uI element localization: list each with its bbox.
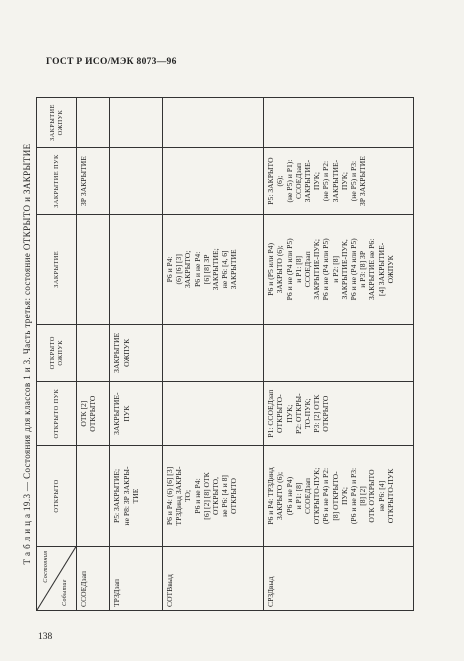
table-cell bbox=[110, 446, 163, 546]
cell-line: ОТК ОТКРЫТО bbox=[367, 469, 377, 523]
cell-line: Р6 и Р4: ТРЗДинд bbox=[266, 467, 276, 525]
table-cell bbox=[163, 446, 264, 546]
cell-line: (Р6 и не Р4) bbox=[284, 476, 294, 516]
cell-line: ОТК [2] bbox=[79, 400, 88, 427]
page-number: 138 bbox=[38, 632, 53, 642]
event-cell: ССОЕДзап bbox=[77, 546, 110, 610]
column-header: ЗАКРЫТИЕ ОЖПУК bbox=[37, 98, 77, 148]
cell-line: ПУК; bbox=[284, 404, 294, 423]
cell-line: (Р6 и не Р4) и Р2: bbox=[321, 467, 331, 525]
table-body bbox=[77, 98, 414, 611]
cell-line: ПУК bbox=[121, 405, 131, 422]
table-cell bbox=[77, 381, 110, 445]
table-container bbox=[36, 97, 414, 611]
cell-line: Р6 и не Р4: bbox=[192, 478, 202, 514]
column-header: ОТКРЫТО bbox=[37, 446, 77, 546]
cell-line: [4] ЗАКРЫТИЕ- bbox=[376, 242, 386, 296]
table-cell bbox=[77, 214, 110, 324]
cell-line: (6) [6] [3] bbox=[174, 254, 184, 285]
cell-line: не Р6: [4 и 8] bbox=[220, 475, 230, 517]
table-row bbox=[163, 98, 264, 611]
cell-line: ОТКРЫТО bbox=[88, 395, 98, 432]
corner-bottom-label: Событие bbox=[62, 579, 69, 606]
table-cell bbox=[110, 214, 163, 324]
cell-line: ОТКРЫТО bbox=[321, 395, 331, 432]
table-cell bbox=[110, 381, 163, 445]
cell-line: ОТКРЫТО-ПУК bbox=[385, 468, 395, 524]
cell-line: и Р1: [8] bbox=[293, 482, 303, 510]
header-title: ГОСТ Р ИСО/МЭК 8073—96 bbox=[46, 57, 177, 67]
table-cell bbox=[110, 324, 163, 381]
column-header: ОТКРЫТО ПУК bbox=[37, 381, 77, 445]
cell-line: Р6 и Р4: (6) [6] [3] bbox=[165, 466, 174, 526]
cell-line: Р6 и не (Р4 или Р5) bbox=[284, 238, 294, 301]
cell-line: ССОЕДзап bbox=[303, 478, 312, 514]
column-header: ЗАКРЫТИЕ bbox=[37, 214, 77, 324]
cell-line: [8] [2] bbox=[358, 486, 368, 506]
cell-line: [6] [8] ЗР bbox=[201, 254, 211, 285]
cell-line: Р5: ЗАКРЫТИЕ; bbox=[112, 468, 122, 524]
table-cell bbox=[77, 446, 110, 546]
cell-line: Р6 и Р4: bbox=[165, 256, 174, 283]
cell-line: ТРЗДинд ЗАКРЫ- bbox=[174, 466, 184, 526]
cell-line: (Р6 и не Р4) и Р3: bbox=[349, 467, 359, 525]
table-cell bbox=[110, 98, 163, 148]
corner-top-label: Состояния bbox=[43, 550, 49, 583]
table-cell bbox=[77, 324, 110, 381]
cell-line: ПУК; bbox=[339, 486, 349, 505]
cell-line: Р1: ССОЕДзап bbox=[266, 389, 276, 438]
corner-cell bbox=[37, 546, 77, 610]
cell-line: не Р6: [4] bbox=[376, 480, 386, 512]
cell-line: ТО-ПУК; bbox=[303, 398, 312, 429]
cell-line: [8] ОТКРЫТО- bbox=[330, 471, 340, 521]
cell-line: ПУК; bbox=[339, 172, 349, 191]
cell-line: (не Р5) и Р1): bbox=[284, 159, 294, 203]
table-cell bbox=[264, 324, 414, 381]
event-cell: СРЗДвыд bbox=[264, 546, 414, 610]
column-header: ЗАКРЫТИЕ ПУК bbox=[37, 148, 77, 215]
cell-line: ОТКРЫТО, bbox=[211, 477, 221, 515]
cell-line: ОТКРЫТО bbox=[229, 477, 239, 515]
cell-line: (не Р5) и Р3: bbox=[349, 160, 359, 202]
cell-line: ОЖПУК bbox=[121, 338, 131, 367]
table-cell bbox=[110, 148, 163, 215]
table-cell bbox=[163, 98, 264, 148]
table-cell bbox=[163, 324, 264, 381]
cell-line: ЗАКРЫТИЕ- bbox=[112, 392, 122, 435]
event-cell: ТРЗДзап bbox=[110, 546, 163, 610]
table-cell bbox=[264, 148, 414, 215]
table-cell bbox=[163, 214, 264, 324]
cell-line: ТО; bbox=[183, 489, 193, 503]
cell-line: ЗАКРЫТО (6); bbox=[275, 245, 285, 294]
cell-line: ЗР ЗАКРЫТИЕ bbox=[358, 156, 368, 206]
cell-line: и Р1: [8] bbox=[293, 255, 303, 283]
cell-line: ОТКРЫТО-ПУК; bbox=[312, 467, 322, 525]
table-cell bbox=[264, 98, 414, 148]
cell-line: Р2: ОТКРЫ- bbox=[293, 393, 303, 434]
cell-line: не Р8: ЗР ЗАКРЫ- bbox=[121, 466, 131, 526]
cell-line: и Р3: [8] ЗР bbox=[358, 250, 368, 288]
cell-line: ЗАКРЫТИЕ- bbox=[303, 159, 312, 203]
table-cell bbox=[77, 148, 110, 215]
cell-line: ЗАКРЫТИЕ-ПУК, bbox=[339, 239, 349, 300]
cell-line: ЗАКРЫТИЕ- bbox=[330, 159, 340, 203]
cell-line: Р6 и (Р5 или Р4) bbox=[266, 242, 276, 296]
table-row bbox=[110, 98, 163, 611]
cell-line: Р6 и не (Р4 или Р5) bbox=[321, 238, 331, 301]
table-cell bbox=[163, 381, 264, 445]
cell-line: ССОЕДзап bbox=[293, 163, 303, 200]
cell-line: ОТКРЫТО- bbox=[275, 394, 285, 433]
cell-line: Р6 и не (Р4 или Р5) bbox=[349, 238, 359, 301]
cell-line: и Р2: [8] bbox=[330, 255, 340, 283]
event-cell: СОТВвыд bbox=[163, 546, 264, 610]
table-cell bbox=[77, 98, 110, 148]
cell-line: ЗАКРЫТИЕ bbox=[112, 332, 122, 373]
cell-line: Р5: ЗАКРЫТО bbox=[266, 157, 276, 205]
cell-line: ЗАКРЫТИЕ не Р6: bbox=[367, 238, 377, 300]
state-table bbox=[36, 97, 414, 611]
table-caption: Т а б л и ц а 19.3 — Состояния для классов 1 и 3. Часть третья: состояние ОТКРЫТО и ЗАКРЫТИЕ bbox=[22, 143, 32, 565]
cell-line: ЗАКРЫТО (6); bbox=[275, 471, 285, 521]
cell-line: (6); bbox=[275, 175, 285, 187]
cell-line: ЗАКРЫТИЕ-ПУК; bbox=[312, 239, 322, 300]
cell-line: (не Р5) и Р2: bbox=[321, 160, 331, 202]
cell-line: ЗР ЗАКРЫТИЕ bbox=[79, 156, 88, 206]
table-cell bbox=[264, 214, 414, 324]
table-cell bbox=[163, 148, 264, 215]
table-cell bbox=[264, 381, 414, 445]
cell-line: ОЖПУК bbox=[385, 255, 395, 284]
cell-line: ЗАКРЫТО; bbox=[183, 250, 193, 288]
table-row bbox=[264, 98, 414, 611]
cell-line: ЗАКРЫТИЕ; bbox=[211, 248, 221, 291]
cell-line: не Р6: [4, 6] bbox=[220, 250, 230, 289]
cell-line: ССОЕДзап bbox=[303, 251, 312, 288]
column-header: ОТКРЫТО ОЖПУК bbox=[37, 324, 77, 381]
cell-line: Р3: [2] ОТК bbox=[312, 394, 322, 433]
table-cell bbox=[264, 446, 414, 546]
cell-line: Р6 и не Р4: bbox=[192, 251, 202, 287]
cell-line: ЗАКРЫТИЕ bbox=[229, 249, 239, 290]
table-row bbox=[77, 98, 110, 611]
cell-line: ПУК; bbox=[312, 172, 322, 191]
cell-line: [6] [2] [8] ОТК bbox=[201, 472, 211, 520]
cell-line: ТИЕ bbox=[130, 488, 140, 504]
header-row bbox=[37, 98, 77, 611]
